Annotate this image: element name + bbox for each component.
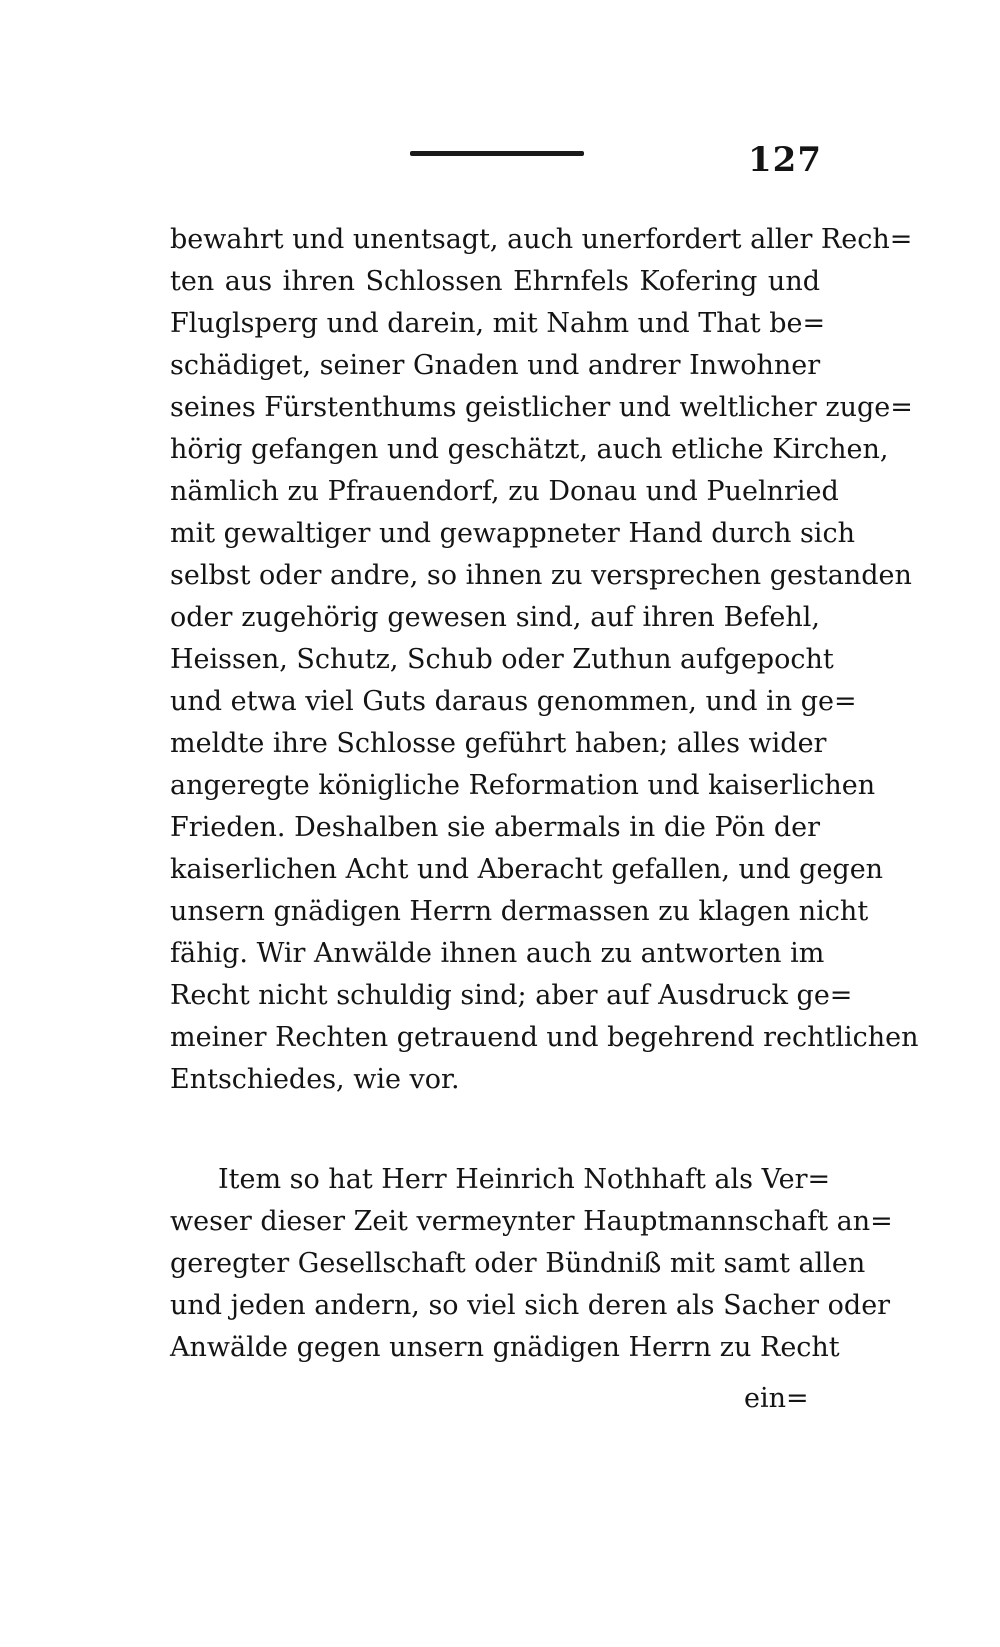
text-line: nämlich zu Pfrauendorf, zu Donau und Puelnried [170, 476, 839, 507]
header-rule [410, 151, 584, 156]
paragraph-1 [170, 219, 919, 1101]
text-line: Frieden. Deshalben sie abermals in die Pön der [170, 812, 820, 843]
text-line: und etwa viel Guts daraus genommen, und in ge= [170, 686, 857, 717]
text-line: meldte ihre Schlosse geführt haben; alles wider [170, 728, 827, 759]
text-line: Fluglsperg und darein, mit Nahm und That be= [170, 308, 826, 339]
text-line: fähig. Wir Anwälde ihnen auch zu antworten im [170, 938, 825, 969]
text-line: meiner Rechten getrauend und begehrend rechtlichen [170, 1022, 919, 1053]
text-line: und jeden andern, so viel sich deren als Sacher oder [170, 1290, 891, 1321]
text-line: bewahrt und unentsagt, auch unerfordert aller Rech= [170, 224, 913, 255]
text-line: oder zugehörig gewesen sind, auf ihren Befehl, [170, 602, 820, 633]
text-line: weser dieser Zeit vermeynter Hauptmannschaft an= [170, 1206, 893, 1237]
text-line: schädiget, seiner Gnaden und andrer Inwohner [170, 350, 821, 381]
text-line: selbst oder andre, so ihnen zu versprechen gestanden [170, 560, 912, 591]
text-line: seines Fürstenthums geistlicher und weltlicher zuge= [170, 392, 913, 423]
text-line: Recht nicht schuldig sind; aber auf Ausdruck ge= [170, 980, 853, 1011]
text-line: mit gewaltiger und gewappneter Hand durch sich [170, 518, 855, 549]
paragraph-2 [170, 1159, 893, 1369]
text-line: Heissen, Schutz, Schub oder Zuthun aufgepocht [170, 644, 834, 675]
text-line: Item so hat Herr Heinrich Nothhaft als Ver= [218, 1164, 831, 1195]
text-line: Entschiedes, wie vor. [170, 1064, 460, 1095]
text-line: unsern gnädigen Herrn dermassen zu klagen nicht [170, 896, 869, 927]
text-line: ten aus ihren Schlossen Ehrnfels Kofering und [170, 266, 820, 297]
text-line: kaiserlichen Acht und Aberacht gefallen, und gegen [170, 854, 884, 885]
text-line: angeregte königliche Reformation und kaiserlichen [170, 770, 876, 801]
text-line: hörig gefangen und geschätzt, auch etliche Kirchen, [170, 434, 889, 465]
text-line: Anwälde gegen unsern gnädigen Herrn zu Recht [170, 1332, 840, 1363]
catchword: ein= [744, 1383, 809, 1414]
page-number: 127 [748, 140, 822, 180]
text-line: geregter Gesellschaft oder Bündniß mit samt allen [170, 1248, 866, 1279]
